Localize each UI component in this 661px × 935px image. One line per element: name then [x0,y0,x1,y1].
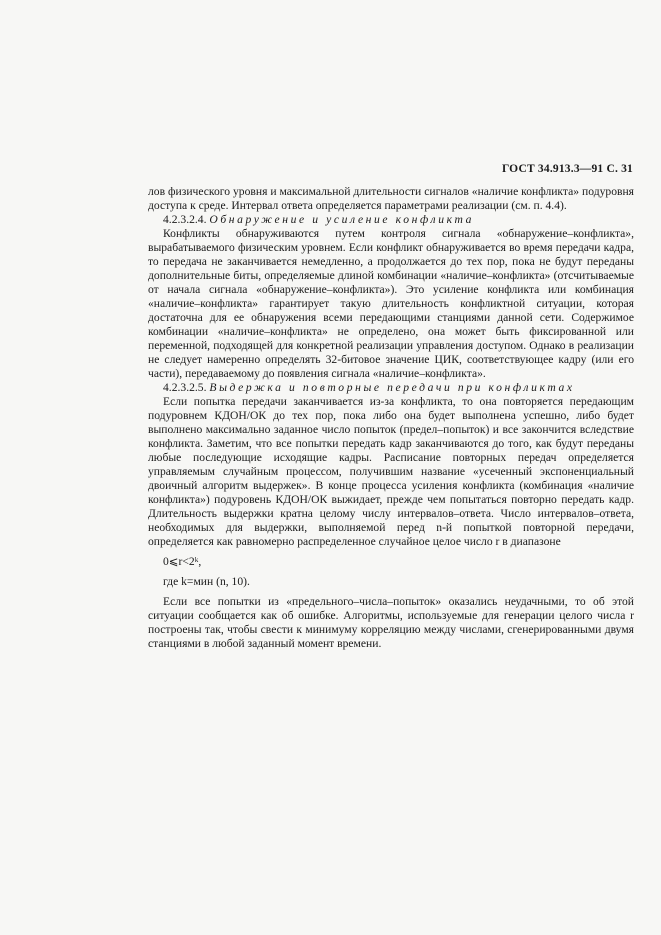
formula-where: где k=мин (n, 10). [163,575,250,588]
section-title: Выдержка и повторные передачи при конфликтах [209,381,575,394]
section-title: Обнаружение и усиление конфликта [209,213,474,226]
section-number: 4.2.3.2.4. [163,213,207,226]
formula-range: 0⩽r<2ᵏ, [163,555,202,568]
section-heading-4-2-3-2-4 [148,213,634,227]
paragraph-backoff: Если попытка передачи заканчивается из-за конфликта, то она повторяется передающим подуровнем КДОН/ОК до тех пор, пока либо она будет выполнена успешно, либо будет выполнено максимально заданное число попыток (предел–попыток) и все закончится вследствие конфликта. Заметим, что все попытки передать кадр заканчиваются до того, как будут переданы любые последующие исходящие кадры. Расписание повторных передач определяется управляемым случайным процессом, получившим название «усеченный экспоненциальный двоичный алгоритм выдержек». В конце процесса усиления конфликта (комбинация «наличие конфликта») подуровень КДОН/ОК выжидает, прежде чем попытаться повторно передать кадр. Длительность выдержки кратна целому числу интервалов–ответа. Число интервалов–ответа, необходимых для выдержки, выполняемой перед n-й попыткой повторной передачи, определяется как равномерно распределенное случайное целое число r в диапазоне [148,395,634,548]
section-heading-4-2-3-2-5 [148,381,634,395]
paragraph-failure: Если все попытки из «предельного–числа–попыток» оказались неудачными, то об этой ситуации сообщается как об ошибке. Алгоритмы, используемые для генерации целого числа r построены так, чтобы свести к минимуму корреляцию между числами, сгенерированными двумя станциями в любой заданный момент времени. [148,595,634,650]
document-body [148,185,634,651]
paragraph-continuation: лов физического уровня и максимальной длительности сигналов «наличие конфликта» подуровня доступа к среде. Интервал ответа определяется параметрами реализации (см. п. 4.4). [148,185,634,212]
page-header: ГОСТ 34.913.3—91 С. 31 [501,163,633,175]
paragraph-collision-detection: Конфликты обнаруживаются путем контроля сигнала «обнаружение–конфликта», вырабатываемого физическим уровнем. Если конфликт обнаруживается во время передачи кадра, то передача не заканчивается немедленно, а продолжается до тех пор, пока не будут переданы дополнительные биты, определяемые длиной комбинации «наличие–конфликта» (отсчитываемые от начала сигнала «обнаружение–конфликта»). Это усиление конфликта или комбинация «наличие–конфликта» гарантирует такую длительность конфликтной ситуации, которая достаточна для ее обнаружения всеми передающими станциями данной сети. Содержимое комбинации «наличие–конфликта» не определено, она может быть фиксированной или переменной, подходящей для конкретной реализации управления доступом. Однако в реализации не следует намеренно определять 32-битовое значение ЦИК, соответствующее кадру (или его части), передаваемому до появления сигнала «наличие–конфликта». [148,227,634,380]
section-number: 4.2.3.2.5. [163,381,207,394]
